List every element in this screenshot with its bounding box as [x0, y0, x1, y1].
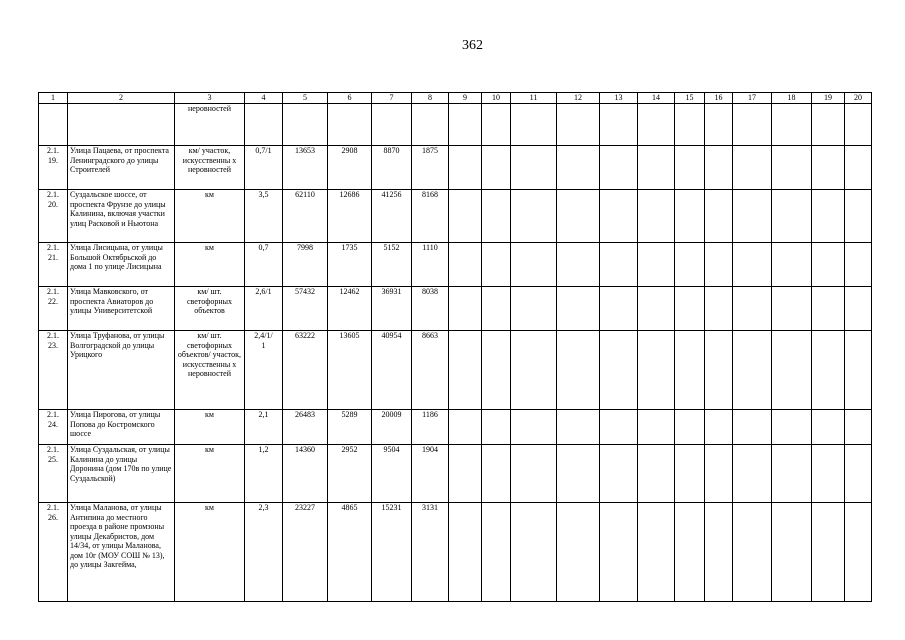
empty-cell [845, 287, 872, 331]
empty-cell [600, 190, 638, 243]
empty-cell [600, 104, 638, 146]
row-value-5: 7998 [283, 243, 328, 287]
row-value-8: 1875 [412, 146, 449, 190]
empty-cell [772, 104, 812, 146]
row-unit: км [175, 410, 245, 445]
empty-cell [511, 287, 557, 331]
empty-cell [675, 410, 705, 445]
row-value-5: 26483 [283, 410, 328, 445]
empty-cell [675, 287, 705, 331]
row-value-6: 2952 [328, 445, 372, 503]
empty-cell [449, 410, 482, 445]
column-header: 7 [372, 93, 412, 104]
empty-cell [449, 331, 482, 410]
empty-cell [557, 146, 600, 190]
empty-cell [733, 331, 772, 410]
table-row [39, 445, 872, 503]
row-value-5 [283, 104, 328, 146]
row-value-6: 5289 [328, 410, 372, 445]
empty-cell [449, 146, 482, 190]
empty-cell [638, 445, 675, 503]
empty-cell [772, 146, 812, 190]
empty-cell [772, 243, 812, 287]
row-value-4: 3,5 [245, 190, 283, 243]
column-header: 2 [68, 93, 175, 104]
row-unit: км [175, 445, 245, 503]
empty-cell [675, 146, 705, 190]
row-value-5: 14360 [283, 445, 328, 503]
column-header: 14 [638, 93, 675, 104]
row-value-8: 1186 [412, 410, 449, 445]
empty-cell [772, 190, 812, 243]
column-header: 4 [245, 93, 283, 104]
row-number: 2.1. 24. [39, 410, 68, 445]
empty-cell [638, 331, 675, 410]
data-table [38, 92, 872, 602]
empty-cell [638, 190, 675, 243]
row-value-8: 1904 [412, 445, 449, 503]
empty-cell [705, 243, 733, 287]
empty-cell [705, 190, 733, 243]
row-number: 2.1. 21. [39, 243, 68, 287]
empty-cell [557, 445, 600, 503]
empty-cell [600, 331, 638, 410]
empty-cell [449, 190, 482, 243]
empty-cell [845, 146, 872, 190]
page-number: 362 [462, 38, 483, 53]
row-value-7: 20009 [372, 410, 412, 445]
table-row [39, 243, 872, 287]
row-value-4: 2,1 [245, 410, 283, 445]
empty-cell [482, 146, 511, 190]
row-value-6: 12462 [328, 287, 372, 331]
empty-cell [600, 445, 638, 503]
row-value-7: 41256 [372, 190, 412, 243]
empty-cell [482, 104, 511, 146]
empty-cell [705, 146, 733, 190]
empty-cell [675, 243, 705, 287]
empty-cell [482, 190, 511, 243]
row-value-6: 4865 [328, 503, 372, 602]
empty-cell [772, 503, 812, 602]
empty-cell [557, 331, 600, 410]
empty-cell [733, 445, 772, 503]
column-header: 16 [705, 93, 733, 104]
row-value-4 [245, 104, 283, 146]
table-row [39, 503, 872, 602]
column-header: 1 [39, 93, 68, 104]
row-number: 2.1. 20. [39, 190, 68, 243]
empty-cell [482, 331, 511, 410]
column-header: 15 [675, 93, 705, 104]
row-name: Улица Мавковского, от проспекта Авиаторов до улицы Университетской [68, 287, 175, 331]
empty-cell [772, 410, 812, 445]
empty-cell [845, 104, 872, 146]
column-header: 6 [328, 93, 372, 104]
empty-cell [705, 410, 733, 445]
table-body [39, 93, 872, 602]
row-value-8: 8663 [412, 331, 449, 410]
empty-cell [482, 503, 511, 602]
row-value-5: 23227 [283, 503, 328, 602]
row-unit: км/ участок, искусственны х неровностей [175, 146, 245, 190]
empty-cell [733, 243, 772, 287]
table-row [39, 146, 872, 190]
row-name: Улица Суздальская, от улицы Калинина до улицы Доронина (дом 170в по улице Суздальской) [68, 445, 175, 503]
row-value-8: 8038 [412, 287, 449, 331]
empty-cell [812, 243, 845, 287]
empty-cell [733, 190, 772, 243]
header-row [39, 93, 872, 104]
empty-cell [845, 410, 872, 445]
row-value-7 [372, 104, 412, 146]
empty-cell [772, 287, 812, 331]
row-number: 2.1. 23. [39, 331, 68, 410]
empty-cell [705, 104, 733, 146]
empty-cell [845, 331, 872, 410]
row-value-6 [328, 104, 372, 146]
empty-cell [600, 146, 638, 190]
column-header: 18 [772, 93, 812, 104]
empty-cell [845, 190, 872, 243]
table-row [39, 104, 872, 146]
column-header: 20 [845, 93, 872, 104]
empty-cell [511, 331, 557, 410]
empty-cell [600, 287, 638, 331]
empty-cell [557, 410, 600, 445]
empty-cell [845, 445, 872, 503]
row-value-4: 2,4/1/ 1 [245, 331, 283, 410]
row-value-6: 1735 [328, 243, 372, 287]
row-value-4: 2,6/1 [245, 287, 283, 331]
row-number: 2.1. 26. [39, 503, 68, 602]
empty-cell [600, 410, 638, 445]
empty-cell [511, 243, 557, 287]
row-value-6: 2908 [328, 146, 372, 190]
row-unit: км [175, 243, 245, 287]
row-value-5: 57432 [283, 287, 328, 331]
empty-cell [845, 243, 872, 287]
empty-cell [557, 503, 600, 602]
row-name: Улица Труфанова, от улицы Волгоградской до улицы Урицкого [68, 331, 175, 410]
empty-cell [675, 331, 705, 410]
empty-cell [705, 445, 733, 503]
empty-cell [482, 243, 511, 287]
empty-cell [675, 190, 705, 243]
empty-cell [557, 104, 600, 146]
empty-cell [812, 445, 845, 503]
row-value-8: 3131 [412, 503, 449, 602]
empty-cell [705, 503, 733, 602]
table-row [39, 331, 872, 410]
empty-cell [705, 287, 733, 331]
empty-cell [511, 190, 557, 243]
row-unit: км/ шт. светофорных объектов [175, 287, 245, 331]
empty-cell [557, 190, 600, 243]
row-value-7: 5152 [372, 243, 412, 287]
empty-cell [733, 104, 772, 146]
empty-cell [638, 287, 675, 331]
row-unit: км [175, 503, 245, 602]
empty-cell [449, 445, 482, 503]
empty-cell [812, 331, 845, 410]
empty-cell [733, 503, 772, 602]
empty-cell [449, 287, 482, 331]
empty-cell [557, 287, 600, 331]
row-value-7: 9504 [372, 445, 412, 503]
empty-cell [449, 503, 482, 602]
row-value-4: 1,2 [245, 445, 283, 503]
row-number: 2.1. 22. [39, 287, 68, 331]
column-header: 9 [449, 93, 482, 104]
row-number [39, 104, 68, 146]
empty-cell [511, 410, 557, 445]
empty-cell [482, 410, 511, 445]
empty-cell [812, 410, 845, 445]
column-header: 13 [600, 93, 638, 104]
empty-cell [705, 331, 733, 410]
row-value-6: 12686 [328, 190, 372, 243]
empty-cell [675, 503, 705, 602]
row-value-4: 0,7/1 [245, 146, 283, 190]
row-unit: неровностей [175, 104, 245, 146]
row-value-4: 2,3 [245, 503, 283, 602]
column-header: 10 [482, 93, 511, 104]
row-value-5: 63222 [283, 331, 328, 410]
row-unit: км [175, 190, 245, 243]
empty-cell [511, 445, 557, 503]
empty-cell [638, 146, 675, 190]
table-row [39, 287, 872, 331]
empty-cell [600, 243, 638, 287]
empty-cell [733, 410, 772, 445]
column-header: 12 [557, 93, 600, 104]
column-header: 11 [511, 93, 557, 104]
empty-cell [675, 104, 705, 146]
row-value-8 [412, 104, 449, 146]
empty-cell [638, 243, 675, 287]
empty-cell [638, 410, 675, 445]
empty-cell [449, 243, 482, 287]
empty-cell [812, 287, 845, 331]
row-value-4: 0,7 [245, 243, 283, 287]
empty-cell [812, 146, 845, 190]
row-value-5: 13653 [283, 146, 328, 190]
column-header: 3 [175, 93, 245, 104]
row-name: Улица Лисицына, от улицы Большой Октябрьской до дома 1 по улице Лисицына [68, 243, 175, 287]
empty-cell [511, 104, 557, 146]
empty-cell [449, 104, 482, 146]
empty-cell [812, 503, 845, 602]
row-value-7: 36931 [372, 287, 412, 331]
column-header: 8 [412, 93, 449, 104]
row-name: Улица Пацаева, от проспекта Ленинградского до улицы Строителей [68, 146, 175, 190]
row-value-6: 13605 [328, 331, 372, 410]
row-value-5: 62110 [283, 190, 328, 243]
empty-cell [812, 190, 845, 243]
empty-cell [557, 243, 600, 287]
empty-cell [733, 146, 772, 190]
empty-cell [733, 287, 772, 331]
empty-cell [812, 104, 845, 146]
empty-cell [600, 503, 638, 602]
row-value-7: 40954 [372, 331, 412, 410]
column-header: 5 [283, 93, 328, 104]
empty-cell [772, 331, 812, 410]
row-name [68, 104, 175, 146]
column-header: 17 [733, 93, 772, 104]
row-value-7: 15231 [372, 503, 412, 602]
empty-cell [638, 503, 675, 602]
empty-cell [482, 445, 511, 503]
column-header: 19 [812, 93, 845, 104]
row-number: 2.1. 25. [39, 445, 68, 503]
empty-cell [482, 287, 511, 331]
table-row [39, 410, 872, 445]
empty-cell [638, 104, 675, 146]
row-value-8: 1110 [412, 243, 449, 287]
row-name: Суздальское шоссе, от проспекта Фрунзе до улицы Калинина, включая участки улиц Расковой и Ньютона [68, 190, 175, 243]
row-unit: км/ шт. светофорных объектов/ участок, искусственны х неровностей [175, 331, 245, 410]
empty-cell [511, 503, 557, 602]
row-value-8: 8168 [412, 190, 449, 243]
empty-cell [772, 445, 812, 503]
row-name: Улица Пирогова, от улицы Попова до Костромского шоссе [68, 410, 175, 445]
empty-cell [845, 503, 872, 602]
row-number: 2.1. 19. [39, 146, 68, 190]
row-name: Улица Маланова, от улицы Антипина до местного проезда в районе промзоны улицы Декабристов, дом 14/34, от улицы Маланова, дом 10г (МОУ СОШ № 13), до улицы Закгейма, [68, 503, 175, 602]
empty-cell [675, 445, 705, 503]
table-row [39, 190, 872, 243]
empty-cell [511, 146, 557, 190]
row-value-7: 8870 [372, 146, 412, 190]
